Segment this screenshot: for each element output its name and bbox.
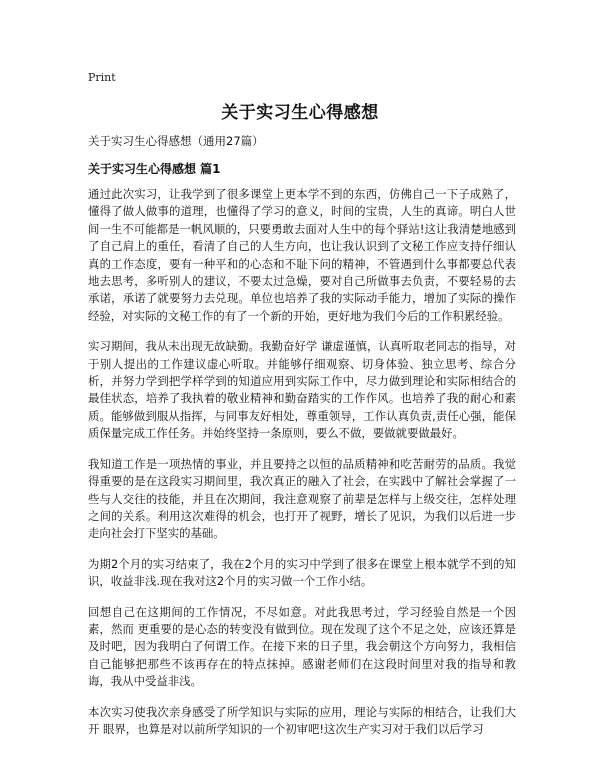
document-subtitle: 关于实习生心得感想（通用27篇） [88,134,264,148]
paragraph-5: 回想自己在这期间的工作情况，不尽如意。对此我思考过，学习经验自然是一个因素，然而 更重要的是心态的转变没有做到位。现在发现了这个不足之处，应该还算是及时吧，因为我明白了何谓工作。在接下来的日子里，我会朝这个方向努力，我相信自己能够把那些不该再存在的特点抹掉。感谢老师们在这段时间里对我的指导和教诲，我从中受益非浅。 [88,604,516,689]
paragraph-4: 为期2个月的实习结束了，我在2个月的实习中学到了很多在课堂上根本就学不到的知识，收益非浅.现在我对这2个月的实习做一个工作小结。 [88,556,516,589]
paragraph-2: 实习期间，我从未出现无故缺勤。我勤奋好学 谦虚谨慎，认真听取老同志的指导，对于别人提出的工作建议虚心听取。并能够仔细观察、切身体验、独立思考、综合分析，并努力学到把学样学到的知道应用到实际工作中，尽力做到理论和实际相结合的最佳状态，培养了我执着的敬业精神和勤奋踏实的工作作风。也培养了我的耐心和素质。能够做到服从指挥，与同事友好相处，尊重领导，工作认真负责,责任心强，能保质保量完成工作任务。并始终坚持一条原则，要么不做，要做就要做最好。 [88,339,516,441]
paragraph-3: 我知道工作是一项热情的事业，并且要持之以恒的品质精神和吃苦耐劳的品质。我觉得重要的是在这段实习期间里，我次真正的融入了社会，在实践中了解社会掌握了一些与人交往的技能，并且在次期间，我注意观察了前辈是怎样与上级交往，怎样处理之间的关系。利用这次难得的机会，也打开了视野，增长了见识，为我们以后进一步走向社会打下坚实的基础。 [88,456,516,541]
document-title: 关于实习生心得感想 [221,103,379,123]
document-body [88,186,516,751]
paragraph-1: 通过此次实习，让我学到了很多课堂上更本学不到的东西，仿佛自己一下子成熟了，懂得了做人做事的道理，也懂得了学习的意义，时间的宝贵，人生的真谛。明白人世间一生不可能都是一帆风顺的，只要勇敢去面对人生中的每个驿站!这让我清楚地感到了自己肩上的重任，看清了自己的人生方向，也让我认识到了文秘工作应支持仔细认真的工作态度，要有一种平和的心态和不耻下问的精神，不管遇到什么事都要总代表地去思考，多听别人的建议，不要太过急燥，要对自己所做事去负责，不要轻易的去承诺，承诺了就要努力去兑现。单位也培养了我的实际动手能力，增加了实际的操作经验，对实际的文秘工作的有了一个新的开始，更好地为我们今后的工作积累经验。 [88,187,516,323]
paragraph-6: 本次实习使我次亲身感受了所学知识与实际的应用，理论与实际的相结合，让我们大开 眼界，也算是对以前所学知识的一个初审吧!这次生产实习对于我们以后学习 [88,704,516,736]
section-heading: 关于实习生心得感想 篇1 [88,162,221,176]
print-label: Print [88,71,116,84]
